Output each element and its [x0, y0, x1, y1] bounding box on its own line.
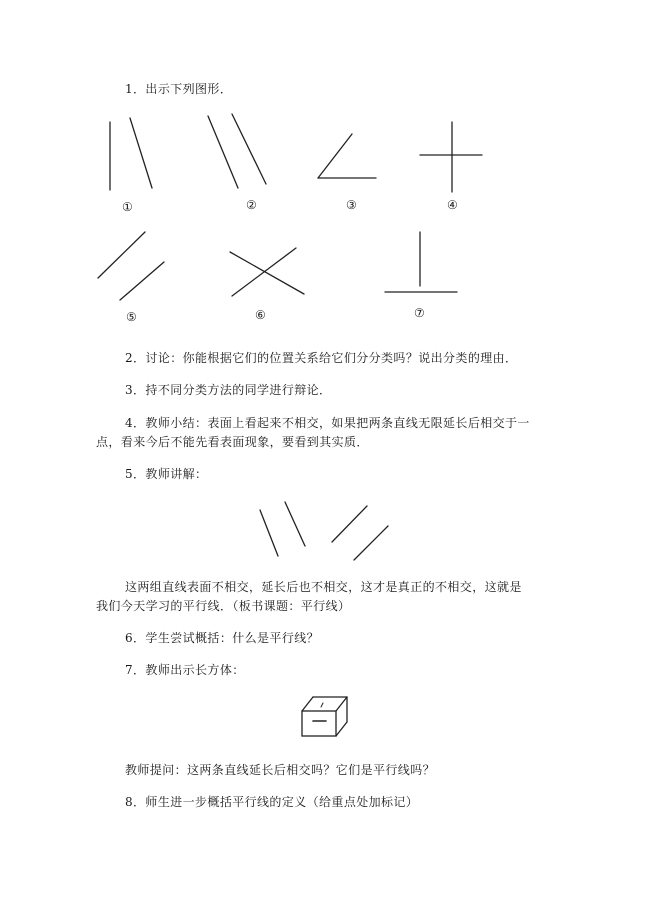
figure-5-parallel-diagonals [98, 232, 164, 300]
step-7-question: 教师提问：这两条直线延长后相交吗？它们是平行线吗？ [125, 763, 436, 777]
figure-7-perpendicular-t [385, 232, 457, 292]
figure-label-4: ④ [447, 198, 459, 212]
figure-label-3: ③ [346, 198, 358, 212]
step-8-text: 8．师生进一步概括平行线的定义（给重点处加标记） [125, 795, 419, 809]
figure-label-1: ① [122, 200, 134, 214]
step-4-text-line1: 4．教师小结：表面上看起来不相交，如果把两条直线无限延长后相交于一 [125, 416, 530, 430]
example-parallel-lines [260, 502, 388, 560]
step-1-text: 1．出示下列图形． [125, 82, 233, 96]
step-5-text: 5．教师讲解： [125, 467, 208, 481]
step-6-text: 6．学生尝试概括：什么是平行线？ [125, 631, 320, 645]
cuboid-figure [302, 697, 347, 736]
step-2-text: 2．讨论：你能根据它们的位置关系给它们分分类吗？说出分类的理由． [125, 351, 518, 365]
figure-6-intersecting-x [230, 248, 304, 296]
figure-3-angle [318, 134, 376, 178]
step-5-explanation-line2: 我们今天学习的平行线．（板书课题：平行线） [96, 599, 351, 613]
figure-label-2: ② [246, 198, 258, 212]
figure-2-parallel-lines [208, 114, 266, 188]
figure-label-6: ⑥ [255, 308, 267, 322]
figure-1-intersecting-when-extended [110, 118, 152, 190]
step-7-text: 7．教师出示长方体： [125, 663, 245, 677]
figure-label-7: ⑦ [414, 306, 426, 320]
figure-label-5: ⑤ [126, 310, 138, 324]
step-4-text-line2: 点，看来今后不能先看表面现象，要看到其实质． [96, 435, 369, 449]
step-5-explanation-line1: 这两组直线表面不相交，延长后也不相交，这才是真正的不相交，这就是 [125, 580, 522, 594]
step-3-text: 3．持不同分类方法的同学进行辩论． [125, 383, 332, 397]
figure-4-perpendicular-cross [420, 122, 482, 192]
